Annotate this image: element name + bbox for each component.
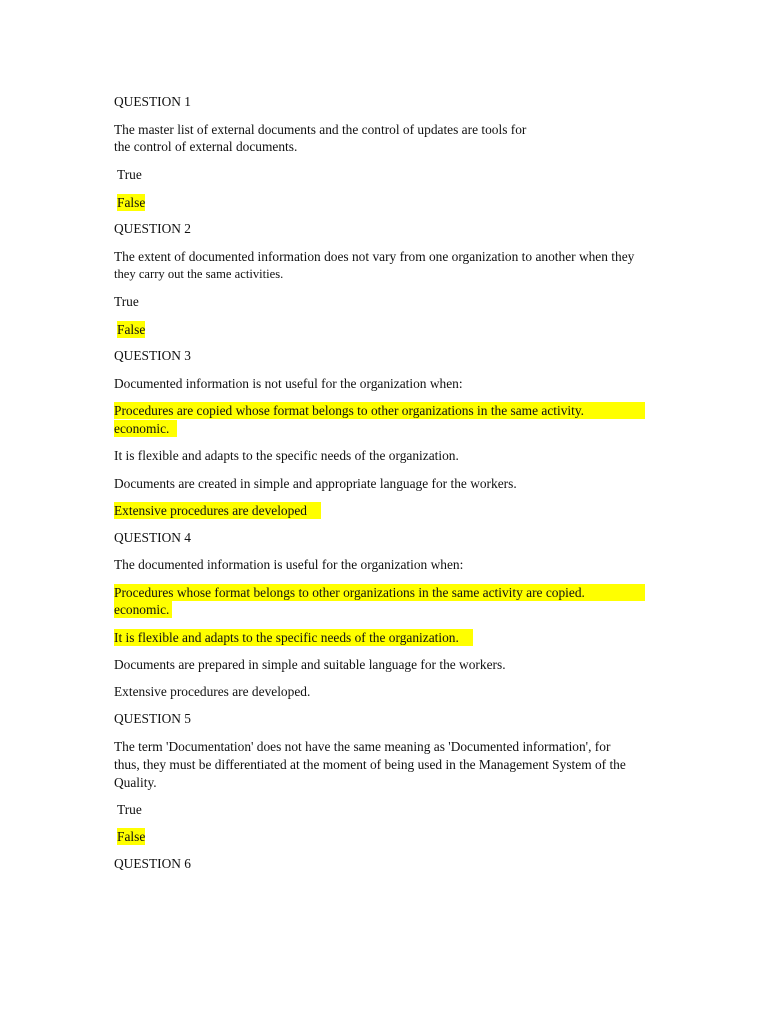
question-4-option-2 [114,629,473,647]
question-3-option-4 [114,502,321,520]
question-4-option-1 [114,584,645,602]
question-1-title: QUESTION 1 [114,94,191,109]
question-2-title: QUESTION 2 [114,221,191,236]
question-5-text-line-3: Quality. [114,775,157,790]
question-4-option-1-cont [114,601,172,619]
question-3-option-1-cont [114,420,177,438]
question-5-text-line-2: thus, they must be differentiated at the moment of being used in the Management System of the [114,757,626,772]
question-3-option-1 [114,402,645,420]
answer-highlight: Extensive procedures are developed [114,502,321,519]
question-5-title: QUESTION 5 [114,711,191,726]
question-3-option-2: It is flexible and adapts to the specific needs of the organization. [114,448,459,463]
answer-highlight: economic. [114,420,177,437]
question-2-text-line-2: they carry out the same activities. [114,267,284,281]
answer-highlight: Procedures whose format belongs to other organizations in the same activity are copied. [114,584,645,601]
question-4-option-3: Documents are prepared in simple and suitable language for the workers. [114,657,506,672]
question-5-text-line-1: The term 'Documentation' does not have the same meaning as 'Documented information', for [114,739,611,754]
question-4-text: The documented information is useful for the organization when: [114,557,464,572]
answer-highlight: False [117,322,146,337]
question-1-option-true: True [117,167,142,182]
question-2-option-false [114,321,145,339]
answer-highlight: Procedures are copied whose format belongs to other organizations in the same activity. [114,402,645,419]
question-3-text: Documented information is not useful for the organization when: [114,376,463,391]
question-2-text-line-1: The extent of documented information does not vary from one organization to another when they [114,249,635,264]
question-3-option-3: Documents are created in simple and appropriate language for the workers. [114,476,517,491]
answer-highlight: economic. [114,601,172,618]
question-1-text-line-2: the control of external documents. [114,139,298,154]
question-6-title: QUESTION 6 [114,856,191,871]
question-5-option-false [114,828,145,846]
question-4-title: QUESTION 4 [114,530,191,545]
question-4-option-4: Extensive procedures are developed. [114,684,311,699]
question-2-option-true: True [114,294,139,309]
question-1-text-line-1: The master list of external documents and the control of updates are tools for [114,122,527,137]
answer-highlight: It is flexible and adapts to the specific needs of the organization. [114,629,473,646]
question-1-option-false [114,194,145,212]
answer-highlight: False [117,195,146,210]
question-3-title: QUESTION 3 [114,348,191,363]
question-5-option-true: True [117,802,142,817]
answer-highlight: False [117,829,146,844]
